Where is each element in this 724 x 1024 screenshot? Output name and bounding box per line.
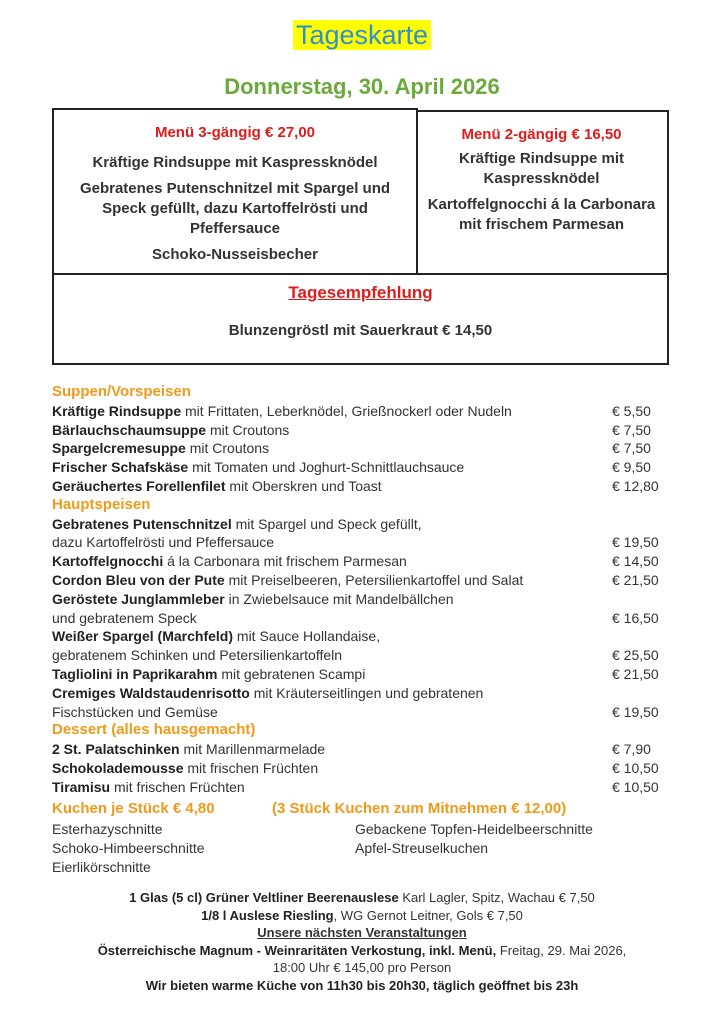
kuchen-item: Gebackene Topfen-Heidelbeerschnitte: [355, 821, 593, 837]
menu-item-line-2: Fischstücken und Gemüse: [52, 703, 218, 720]
menu-item: [52, 665, 672, 684]
kuchen-section: [52, 800, 672, 875]
item-description: mit Croutons: [185, 440, 270, 457]
section-heading: Hauptspeisen: [52, 495, 151, 513]
item-description: á la Carbonara mit frischem Parmesan: [163, 553, 407, 570]
menu-item-line-2: und gebratenem Speck: [52, 609, 197, 626]
events-heading: Unsere nächsten Veranstaltungen: [257, 925, 467, 940]
menu-item: [52, 552, 672, 571]
menu-list: [52, 383, 672, 797]
item-price: € 21,50: [612, 665, 659, 682]
item-name: Kartoffelgnocchi: [52, 553, 164, 570]
item-name: Tagliolini in Paprikarahm: [52, 665, 218, 682]
item-price: € 10,50: [612, 778, 659, 795]
date-heading: Donnerstag, 30. April 2026: [224, 74, 500, 99]
item-price: € 19,50: [612, 703, 659, 720]
wine-offer: 1/8 l Auslese Riesling, WG Gernot Leitner, Gols € 7,50: [201, 907, 523, 923]
menu-item: [52, 627, 672, 646]
item-name: 2 St. Palatschinken: [52, 741, 180, 758]
menu-item: [52, 458, 672, 477]
menu-3-course: Kräftige Rindsuppe mit Kaspressknödel: [92, 154, 378, 171]
item-name: Gebratenes Putenschnitzel: [52, 515, 232, 532]
menu-item-line-2-wrap: [52, 703, 672, 722]
item-price: € 25,50: [612, 647, 659, 664]
item-description: mit Frittaten, Leberknödel, Grießnockerl oder Nudeln: [181, 402, 512, 419]
menu-item: [52, 421, 672, 440]
item-price: € 10,50: [612, 759, 659, 776]
item-description: mit gebratenen Scampi: [217, 665, 366, 682]
menu-item-line-2: dazu Kartoffelrösti und Pfeffersauce: [52, 534, 275, 551]
item-name: Geröstete Junglammleber: [52, 590, 225, 607]
menu-2-course: Kartoffelgnocchi á la Carbonara mit frischem Parmesan: [427, 196, 656, 233]
event-line: Österreichische Magnum - Weinraritäten Verkostung, inkl. Menü, Freitag, 29. Mai 2026,: [97, 942, 627, 958]
item-price: € 7,50: [612, 440, 651, 457]
page-title: [0, 20, 724, 51]
opening-hours: Wir bieten warme Küche von 11h30 bis 20h30, täglich geöffnet bis 23h: [145, 977, 579, 993]
menu-item: [52, 778, 672, 797]
item-name: Tiramisu: [52, 778, 111, 795]
item-description: in Zwiebelsauce mit Mandelbällchen: [224, 590, 454, 607]
item-name: Cordon Bleu von der Pute: [52, 571, 225, 588]
item-price: € 7,90: [612, 741, 651, 758]
item-description: mit Tomaten und Joghurt-Schnittlauchsauce: [188, 459, 465, 476]
event-line-2: 18:00 Uhr € 145,00 pro Person: [272, 960, 452, 975]
menu-item: [52, 684, 672, 703]
menu-item: [52, 477, 672, 496]
item-description: mit Croutons: [206, 421, 290, 438]
menu-2-course: Kräftige Rindsuppe mit Kaspressknödel: [458, 150, 624, 187]
menu-item: [52, 439, 672, 458]
item-description: mit frischen Früchten: [183, 759, 319, 776]
item-price: € 5,50: [612, 402, 651, 419]
item-description: mit Kräuterseitlingen und gebratenen: [249, 684, 484, 701]
item-name: Geräuchertes Forellenfilet: [52, 477, 226, 494]
kuchen-item: Eierlikörschnitte: [52, 858, 151, 875]
item-name: Bärlauchschaumsuppe: [52, 421, 207, 438]
menu-item: [52, 740, 672, 759]
tagesempfehlung-heading: Tagesempfehlung: [288, 283, 433, 302]
item-description: mit Marillenmarmelade: [179, 741, 326, 758]
menu-3-heading: Menü 3-gängig € 27,00: [154, 124, 316, 141]
menu-3-course: Schoko-Nusseisbecher: [152, 246, 318, 263]
item-name: Spargelcremesuppe: [52, 440, 186, 457]
item-name: Cremiges Waldstaudenrisotto: [52, 684, 250, 701]
menu-item: [52, 571, 672, 590]
kuchen-takeaway: (3 Stück Kuchen zum Mitnehmen € 12,00): [272, 800, 567, 817]
item-price: € 12,80: [612, 477, 659, 494]
menu-item: [52, 759, 672, 778]
kuchen-item: Apfel-Streuselkuchen: [355, 839, 489, 856]
item-price: € 21,50: [612, 571, 659, 588]
kuchen-heading: Kuchen je Stück € 4,80: [52, 800, 215, 817]
section-heading: Dessert (alles hausgemacht): [52, 721, 256, 739]
menu-2-heading: Menü 2-gängig € 16,50: [461, 126, 622, 143]
title-text: Tageskarte: [293, 20, 431, 50]
menu-item-line-2-wrap: [52, 646, 672, 665]
kuchen-item: Esterhazyschnitte: [52, 821, 163, 837]
item-name: Kräftige Rindsuppe: [52, 402, 182, 419]
menu-3-course: Gebratenes Putenschnitzel mit Spargel und Speck gefüllt, dazu Kartoffelrösti und Pfeffersauce: [79, 180, 391, 237]
menu-item: [52, 515, 672, 534]
item-description: mit Oberskren und Toast: [225, 477, 382, 494]
item-description: mit Sauce Hollandaise,: [233, 628, 381, 645]
menu-item: [52, 590, 672, 609]
item-price: € 9,50: [612, 459, 651, 476]
item-description: mit Spargel und Speck gefüllt,: [231, 515, 422, 532]
menu-item-line-2: gebratenem Schinken und Petersilienkartoffeln: [52, 647, 343, 664]
item-description: mit frischen Früchten: [110, 778, 245, 795]
item-name: Schokolademousse: [52, 759, 184, 776]
item-price: € 19,50: [612, 534, 659, 551]
section-heading: Suppen/Vorspeisen: [52, 383, 191, 400]
menu-item: [52, 402, 672, 421]
item-price: € 14,50: [612, 553, 659, 570]
menu-item-line-2-wrap: [52, 533, 672, 552]
item-description: mit Preiselbeeren, Petersilienkartoffel und Salat: [224, 571, 524, 588]
menu-item-line-2-wrap: [52, 609, 672, 628]
item-name: Weißer Spargel (Marchfeld): [52, 628, 234, 645]
tagesempfehlung-dish: Blunzengröstl mit Sauerkraut € 14,50: [228, 322, 493, 339]
wine-offer: 1 Glas (5 cl) Grüner Veltliner Beerenauslese Karl Lagler, Spitz, Wachau € 7,50: [129, 890, 595, 905]
tagesempfehlung-box: [52, 273, 669, 365]
menu-3-course-box: [52, 108, 418, 275]
item-price: € 7,50: [612, 421, 651, 438]
item-name: Frischer Schafskäse: [52, 459, 189, 476]
footer: [0, 889, 724, 994]
item-price: € 16,50: [612, 609, 659, 626]
kuchen-item: Schoko-Himbeerschnitte: [52, 839, 205, 856]
menu-2-course-box: [416, 110, 669, 275]
